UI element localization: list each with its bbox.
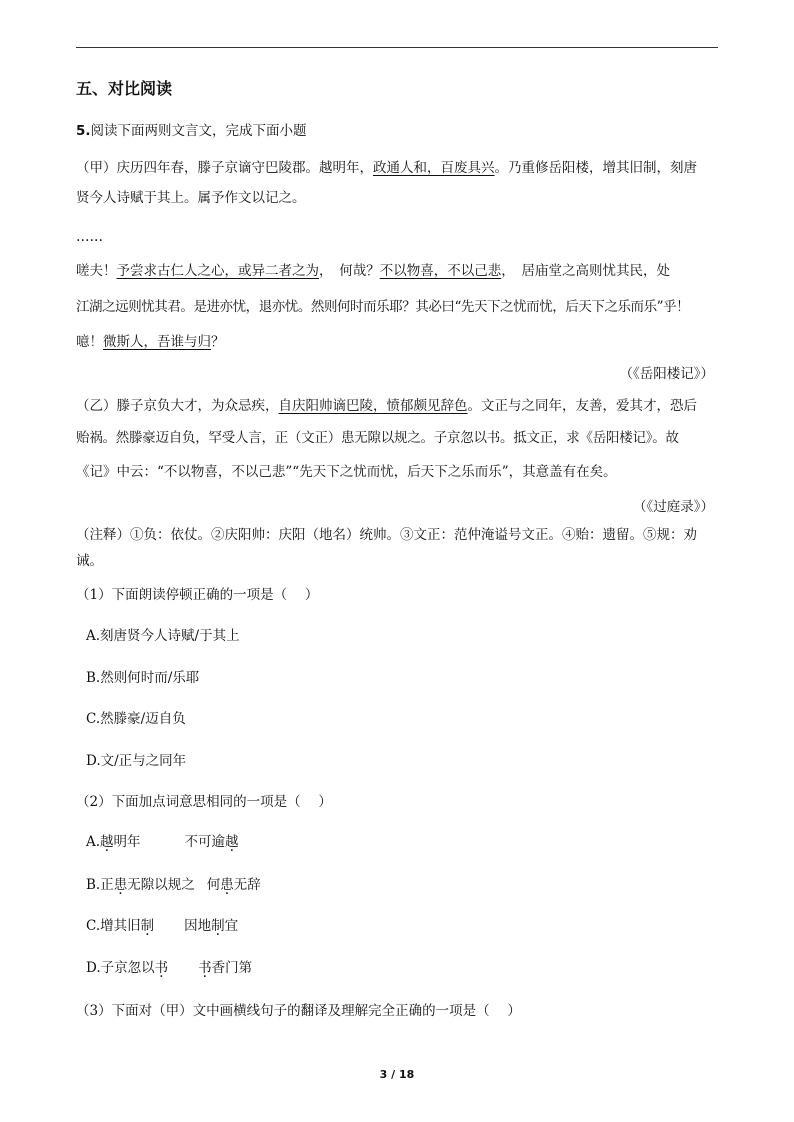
question-prompt: [76, 121, 724, 141]
passage-a-source: （《岳阳楼记》）: [619, 366, 714, 382]
passage-a-text: ， 居庙堂之高则忧其民，处: [501, 263, 670, 279]
option-text: B.正: [86, 877, 114, 893]
header-rule: [76, 47, 718, 48]
dotted-char: 书: [154, 960, 169, 976]
notes-line-2: 诫。: [76, 553, 103, 569]
q1-option-d[interactable]: D.文/正与之同年: [86, 753, 187, 769]
passage-b-text: 。文正与之同年，友善，爱其才，恐后: [467, 398, 697, 414]
passage-a-line-1: [76, 158, 724, 178]
option-text: D.子京忽以: [86, 960, 155, 976]
passage-a-line-2: 贤今人诗赋于其上。属予作文以记之。: [76, 190, 306, 206]
section-title: 五、对比阅读: [76, 79, 173, 98]
passage-b-line-1: [76, 396, 724, 416]
underlined-sentence: 政通人和，百废具兴: [373, 160, 495, 176]
q2-stem: （2）下面加点词意思相同的一项是（ ）: [76, 794, 332, 810]
underlined-sentence: 予尝求古仁人之心，或异二者之为: [116, 263, 319, 279]
q1-option-a[interactable]: A.刻唐贤今人诗赋/于其上: [86, 628, 240, 644]
dotted-char: 制: [211, 918, 225, 934]
passage-a-line-4: 江湖之远则忧其君。是进亦忧，退亦忧。然则何时而乐耶？其必曰“先天下之忧而忧，后天下之乐而乐”乎！: [76, 299, 690, 315]
q2-option-c[interactable]: [86, 916, 734, 936]
ellipsis: ……: [76, 229, 103, 245]
passage-a-text: 噫！: [76, 334, 103, 350]
q2-option-a[interactable]: [86, 832, 734, 852]
passage-b-line-3: 《记》中云：“不以物喜，不以己悲”“先天下之忧而忧，后天下之乐而乐”，其意盖有在矣。: [76, 464, 617, 480]
passage-a-line-3: [76, 261, 724, 281]
q1-option-b[interactable]: B.然则何时而/乐耶: [86, 670, 200, 686]
passage-a-text: （甲）庆历四年春，滕子京谪守巴陵郡。越明年，: [76, 160, 373, 176]
option-a-left: 越明年: [100, 834, 141, 850]
passage-a-text: 。乃重修岳阳楼，增其旧制，刻唐: [494, 160, 697, 176]
passage-a-text: ， 何哉？: [319, 263, 380, 279]
q1-stem: （1）下面朗读停顿正确的一项是（ ）: [76, 587, 319, 603]
dotted-char: 制: [140, 918, 155, 934]
question-number: 5.: [76, 123, 91, 139]
dotted-char: 患: [113, 877, 128, 893]
passage-a-line-5: [76, 332, 724, 352]
page-number: 3 / 18: [379, 1068, 415, 1081]
underlined-sentence: 不以物喜，不以己悲: [379, 263, 502, 279]
q2-option-b[interactable]: [86, 875, 734, 895]
option-text: 无辞: [233, 877, 261, 893]
option-text: 香门第: [211, 960, 253, 976]
option-text: 无隙以规之: [127, 877, 195, 893]
q1-option-c[interactable]: C.然滕豪/迈自负: [86, 711, 186, 727]
q3-stem: （3）下面对（甲）文中画横线句子的翻译及理解完全正确的一项是（ ）: [76, 1003, 521, 1019]
question-text: 阅读下面两则文言文，完成下面小题: [90, 123, 307, 139]
dotted-char: 越: [225, 834, 239, 850]
option-text: C.增其旧: [86, 918, 141, 934]
passage-b-text: （乙）滕子京负大才，为众忌疾，: [76, 398, 279, 414]
option-text: 宜: [224, 918, 239, 934]
passage-a-text: ？: [211, 334, 225, 350]
passage-b-source: （《过庭录》）: [633, 499, 714, 515]
option-a-right: 不可逾越: [184, 834, 239, 850]
dotted-char: 书: [198, 960, 212, 976]
q2-option-d[interactable]: [86, 958, 734, 978]
underlined-sentence: 微斯人，吾谁与归: [103, 334, 211, 350]
option-text: 何: [206, 877, 221, 893]
dotted-char: 患: [220, 877, 234, 893]
passage-b-line-2: 贻祸。然滕豪迈自负，罕受人言，正（文正）患无隙以规之。子京忽以书。抵文正，求《岳阳楼记》。故: [76, 430, 679, 446]
dotted-char: 越: [100, 834, 114, 850]
notes-line-1: （注释）①负：依仗。②庆阳帅：庆阳（地名）统帅。③文正：范仲淹谥号文正。④贻：遗留。⑤规：劝: [76, 527, 697, 543]
underlined-sentence: 自庆阳帅谪巴陵，愤郁颇见辞色: [278, 398, 468, 414]
option-letter: A.: [86, 834, 101, 850]
option-text: 因地: [184, 918, 212, 934]
passage-a-text: 嗟夫！: [76, 263, 117, 279]
